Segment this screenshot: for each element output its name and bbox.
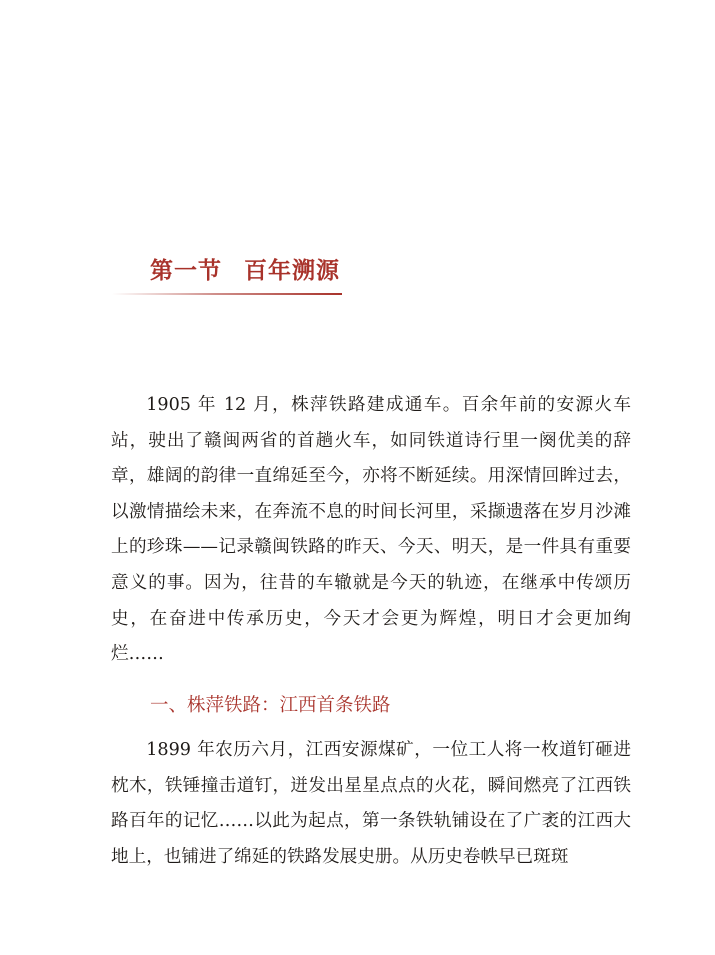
- section-title: 百年溯源: [244, 257, 340, 284]
- section-number: 第一节: [150, 257, 222, 284]
- heading-underline: [112, 292, 342, 296]
- body-paragraph: 1899 年农历六月，江西安源煤矿，一位工人将一枚道钉砸进枕木，铁锤撞击道钉，迸发出星星点点的火花，瞬间燃亮了江西铁路百年的记忆……以此为起点，第一条铁轨铺设在了广袤的江西大地上，也铺进了绵延的铁路发展史册。从历史卷帙早已斑斑: [111, 740, 631, 867]
- section-heading: [150, 252, 340, 285]
- subsection-heading: 一、株萍铁路：江西首条铁路: [150, 695, 391, 716]
- intro-paragraph: 1905 年 12 月，株萍铁路建成通车。百余年前的安源火车站，驶出了赣闽两省的首趟火车，如同铁道诗行里一阕优美的辞章，雄阔的韵律一直绵延至今，亦将不断延续。用深情回眸过去，以激情描绘未来，在奔流不息的时间长河里，采撷遗落在岁月沙滩上的珍珠——记录赣闽铁路的昨天、今天、明天，是一件具有重要意义的事。因为，往昔的车辙就是今天的轨迹，在继承中传颂历史，在奋进中传承历史，今天才会更为辉煌，明日才会更加绚烂……: [111, 395, 631, 665]
